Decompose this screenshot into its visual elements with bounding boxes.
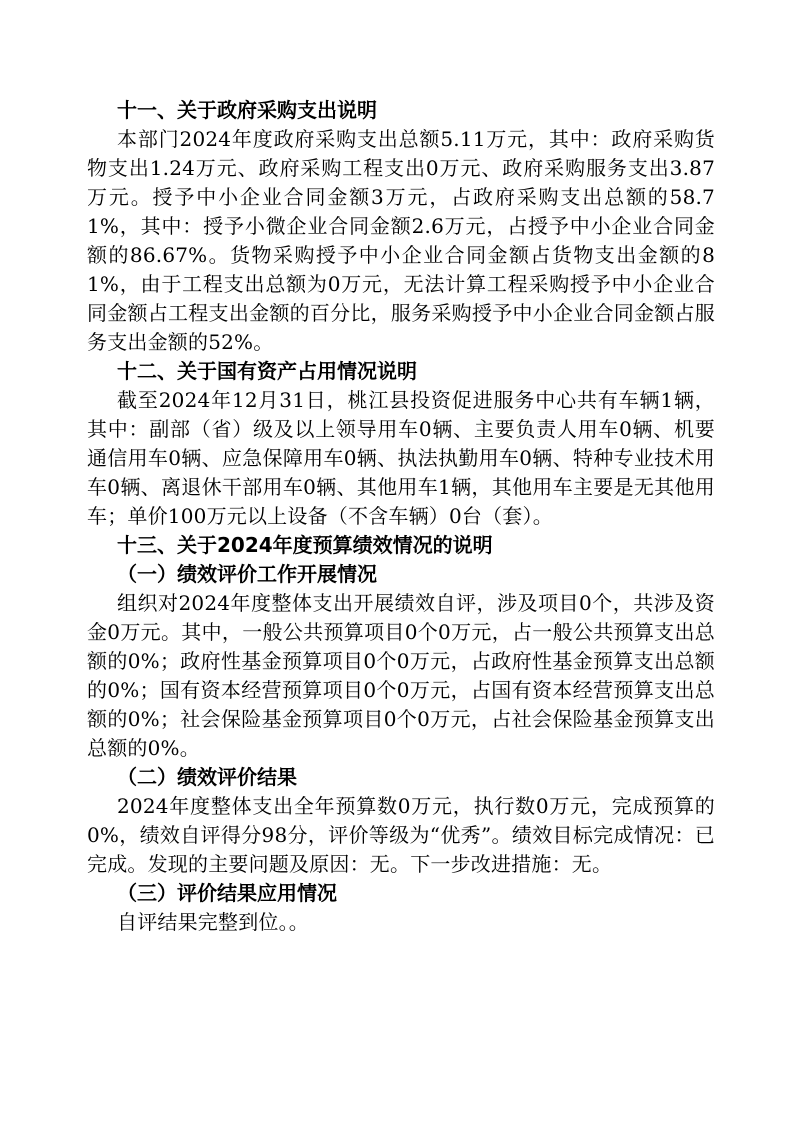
state-assets-paragraph: 截至2024年12月31日，桃江县投资促进服务中心共有车辆1辆，其中：副部（省）级及以上领导用车0辆、主要负责人用车0辆、机要通信用车0辆、应急保障用车0辆、执法执勤用车0辆、特种专业技术用车0辆、离退休干部用车0辆、其他用车1辆，其他用车主要是无其他用车；单价100万元以上设备（不含车辆）0台（套）。 (87, 388, 715, 528)
section-heading-performance: 十三、关于2024年度预算绩效情况的说明 (117, 533, 493, 557)
result-application-paragraph: 自评结果完整到位。。 (117, 910, 309, 934)
procurement-paragraph: 本部门2024年度政府采购支出总额5.11万元，其中：政府采购货物支出1.24万元、政府采购工程支出0万元、政府采购服务支出3.87万元。授予中小企业合同金额3万元，占政府采购支出总额的58.71%，其中：授予小微企业合同金额2.6万元，占授予中小企业合同金额的86.67%。货物采购授予中小企业合同金额占货物支出金额的81%，由于工程支出总额为0万元，无法计算工程采购授予中小企业合同金额占工程支出金额的百分比，服务采购授予中小企业合同金额占服务支出金额的52%。 (87, 127, 715, 354)
evaluation-result-paragraph: 2024年度整体支出全年预算数0万元，执行数0万元，完成预算的0%，绩效自评得分98分，评价等级为“优秀”。绩效目标完成情况：已完成。发现的主要问题及原因：无。下一步改进措施：无。 (87, 794, 715, 876)
document-page (87, 96, 715, 937)
subsection-heading-result-application: （三）评价结果应用情况 (117, 881, 337, 905)
subsection-heading-evaluation-result: （二）绩效评价结果 (117, 765, 297, 789)
section-heading-procurement: 十一、关于政府采购支出说明 (117, 98, 377, 122)
subsection-heading-evaluation-work: （一）绩效评价工作开展情况 (117, 562, 377, 586)
section-heading-state-assets: 十二、关于国有资产占用情况说明 (117, 359, 417, 383)
evaluation-work-paragraph: 组织对2024年度整体支出开展绩效自评，涉及项目0个，共涉及资金0万元。其中，一般公共预算项目0个0万元，占一般公共预算支出总额的0%；政府性基金预算项目0个0万元，占政府性基金预算支出总额的0%；国有资本经营预算项目0个0万元，占国有资本经营预算支出总额的0%；社会保险基金预算项目0个0万元，占社会保险基金预算支出总额的0%。 (87, 591, 715, 760)
